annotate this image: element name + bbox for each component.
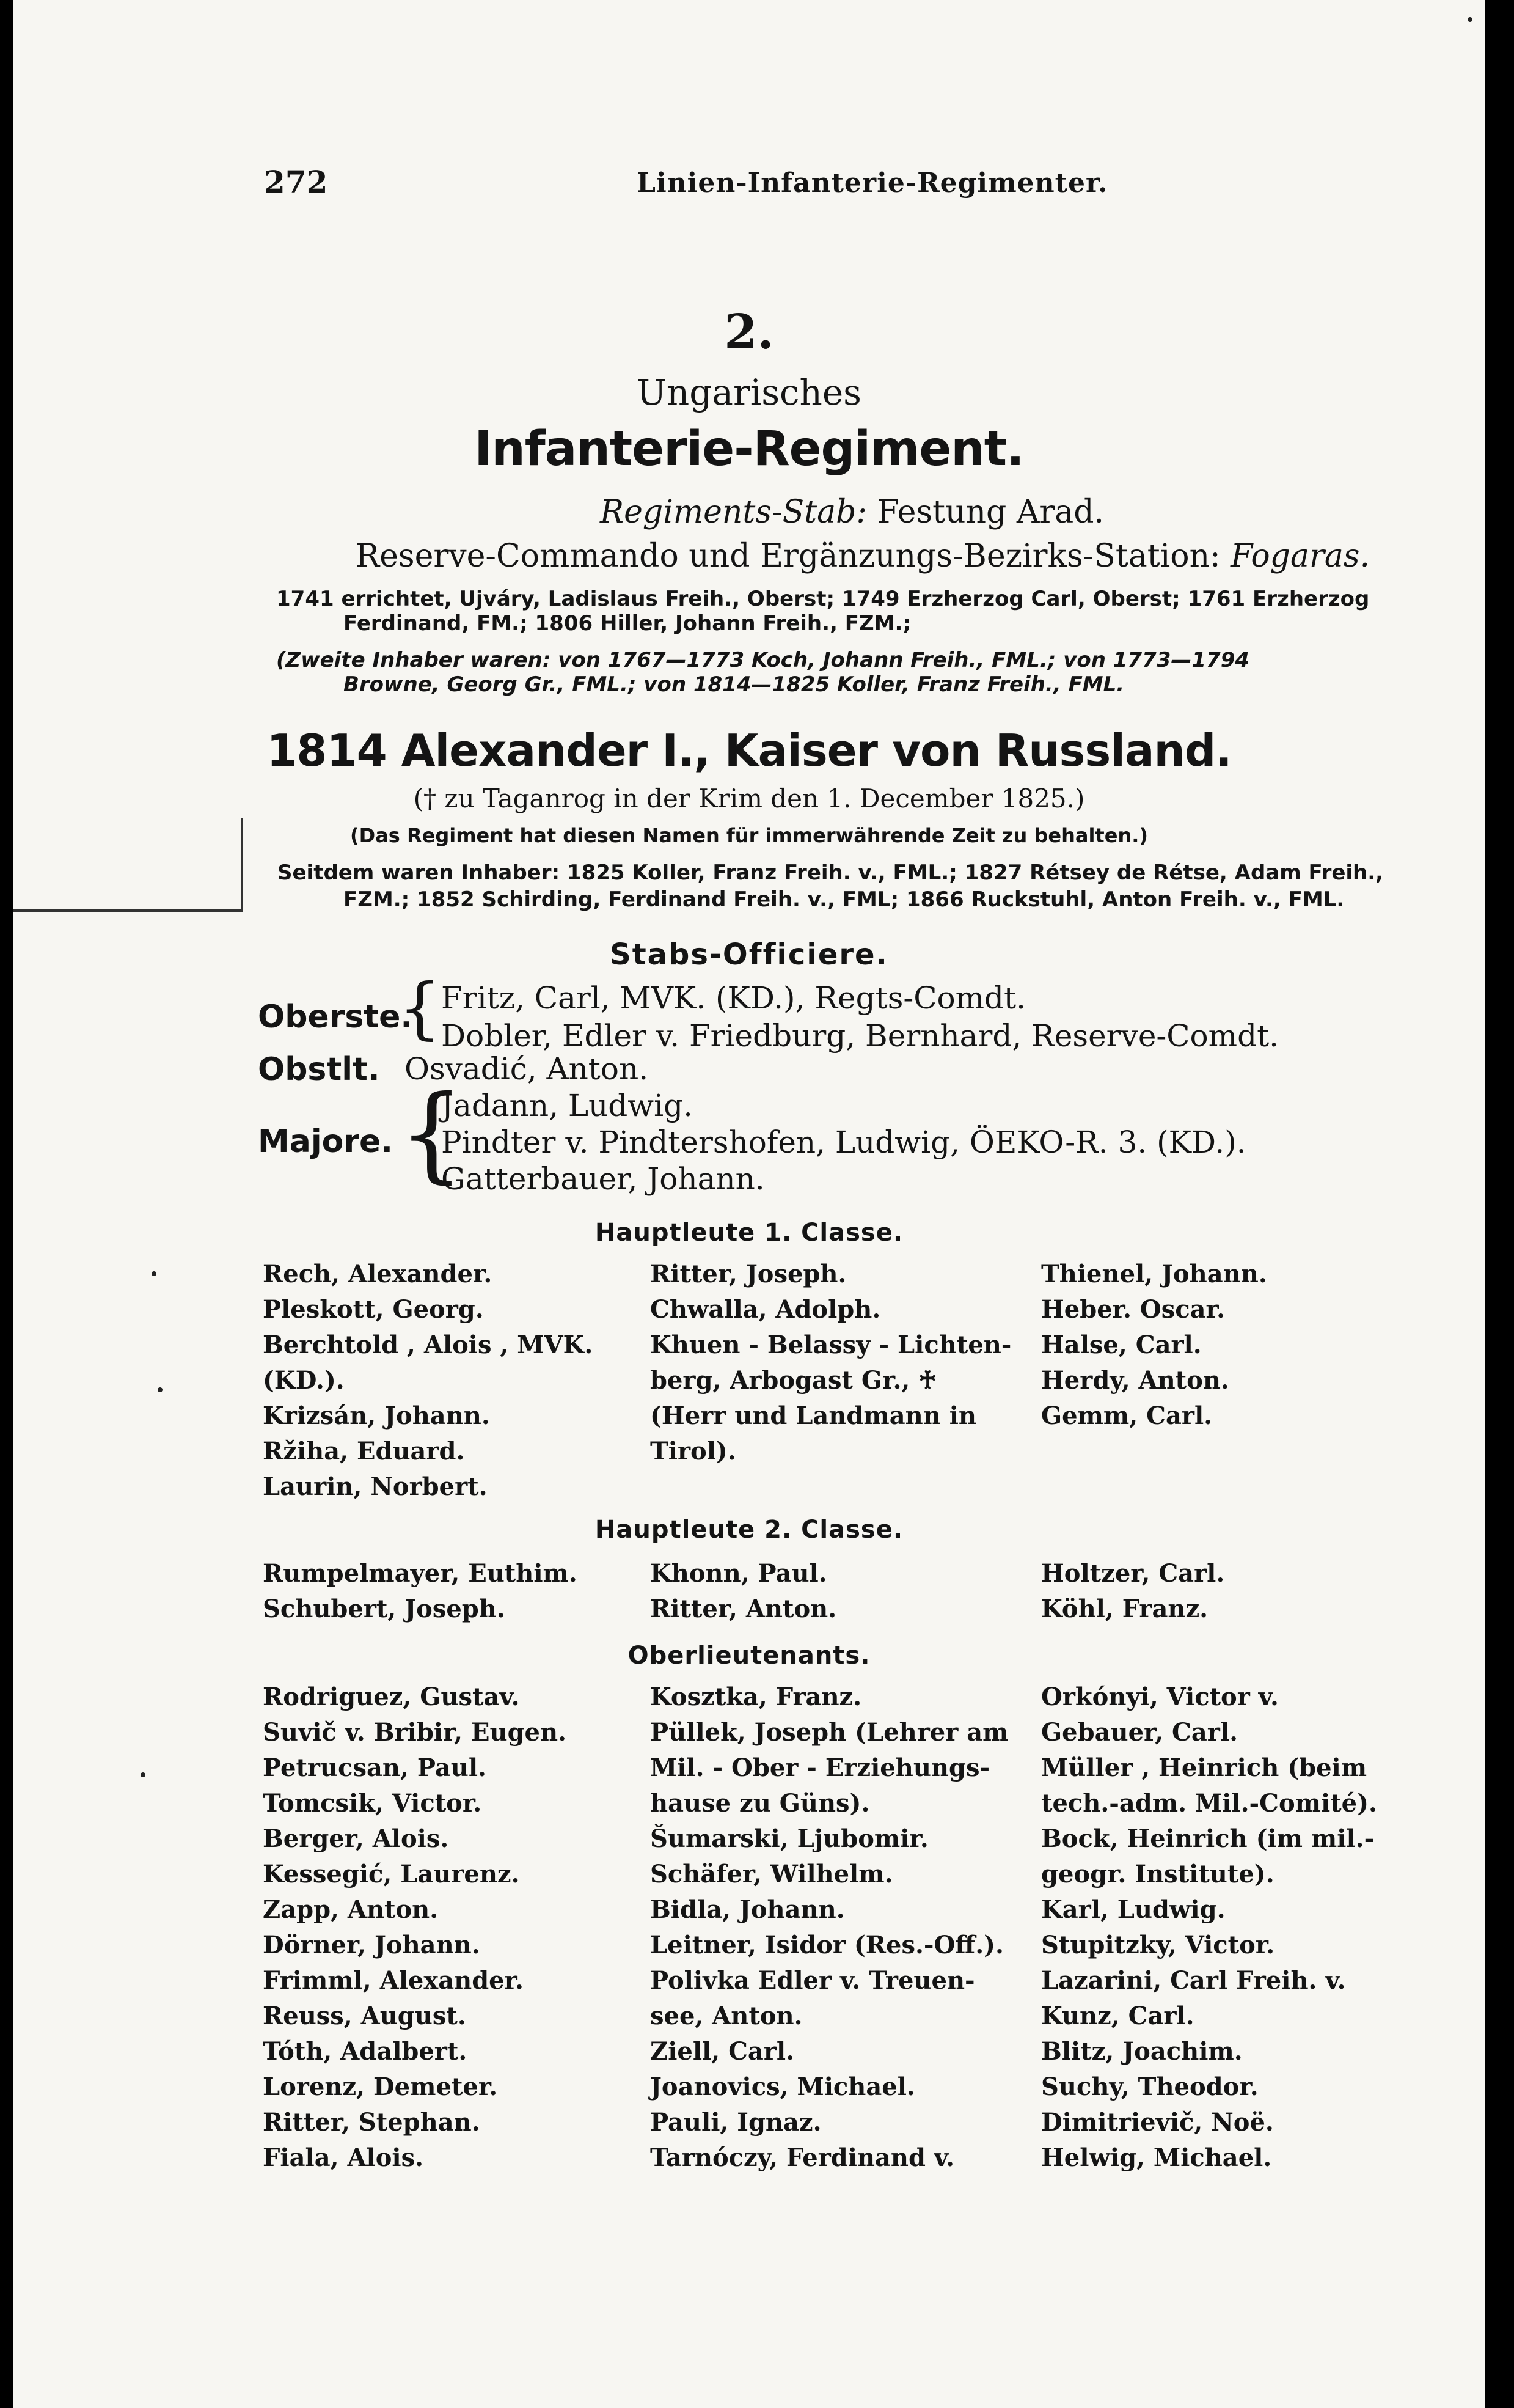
- oberlieutenants-col-b: [650, 1679, 1008, 2176]
- list-item: Khuen - Belassy - Lichten-: [650, 1331, 1012, 1359]
- hauptleute-2-col-c: [1041, 1556, 1224, 1627]
- oberlieutenants-col-c: [1041, 1679, 1377, 2176]
- list-item: Halse, Carl.: [1041, 1331, 1202, 1359]
- scan-speck: [158, 1387, 163, 1392]
- list-item: geogr. Institute).: [1041, 1860, 1274, 1889]
- reserve-line: [356, 538, 1370, 574]
- list-item: Gebauer, Carl.: [1041, 1718, 1238, 1747]
- list-item: Tomcsik, Victor.: [263, 1789, 482, 1818]
- list-item: Fiala, Alois.: [263, 2143, 424, 2172]
- list-item: Holtzer, Carl.: [1041, 1559, 1225, 1588]
- stab-label: Regiments-Stab:: [600, 494, 867, 530]
- major-entry: Gatterbauer, Johann.: [441, 1161, 765, 1197]
- stab-value: Festung Arad.: [877, 494, 1105, 530]
- oberlieutenants-heading: Oberlieutenants.: [627, 1642, 871, 1670]
- list-item: Laurin, Norbert.: [263, 1472, 488, 1501]
- list-item: Pleskott, Georg.: [263, 1295, 484, 1324]
- hauptleute-1-col-b: [650, 1257, 1011, 1469]
- list-item: Dörner, Johann.: [263, 1931, 480, 1959]
- history-line: Ferdinand, FM.; 1806 Hiller, Johann Freih., FZM.;: [343, 611, 912, 636]
- regiment-number: 2.: [724, 304, 774, 360]
- list-item: Heber. Oscar.: [1041, 1295, 1225, 1324]
- inhaber-title: 1814 Alexander I., Kaiser von Russland.: [266, 725, 1232, 776]
- list-item: Kessegić, Laurenz.: [263, 1860, 520, 1889]
- scan-speck: [141, 1772, 145, 1777]
- hauptleute-2-col-a: [263, 1556, 577, 1627]
- oberlieutenants-col-a: [263, 1679, 566, 2176]
- list-item: Schäfer, Wilhelm.: [650, 1860, 893, 1889]
- list-item: Chwalla, Adolph.: [650, 1295, 881, 1324]
- list-item: Stupitzky, Victor.: [1041, 1931, 1275, 1959]
- stabs-officiere-heading: Stabs-Officiere.: [610, 938, 888, 972]
- list-item: Krizsán, Johann.: [263, 1401, 490, 1430]
- list-item: Ritter, Joseph.: [650, 1260, 847, 1288]
- list-item: Reuss, August.: [263, 2002, 466, 2030]
- list-item: Thienel, Johann.: [1041, 1260, 1267, 1288]
- list-item: Suvič v. Bribir, Eugen.: [263, 1718, 567, 1747]
- regiment-title: Infanterie-Regiment.: [474, 422, 1024, 477]
- list-item: Ritter, Stephan.: [263, 2108, 480, 2137]
- list-item: Herdy, Anton.: [1041, 1366, 1229, 1395]
- reserve-label: Reserve-Commando und Ergänzungs-Bezirks-Station:: [356, 538, 1221, 574]
- list-item: Joanovics, Michael.: [650, 2072, 915, 2101]
- majore-label: Majore.: [258, 1123, 393, 1160]
- obstlt-label: Obstlt.: [258, 1051, 380, 1088]
- list-item: Berger, Alois.: [263, 1824, 449, 1853]
- list-item: Tóth, Adalbert.: [263, 2037, 467, 2066]
- death-note: († zu Taganrog in der Krim den 1. December 1825.): [413, 784, 1085, 813]
- list-item: Pauli, Ignaz.: [650, 2108, 822, 2137]
- list-item: Müller , Heinrich (beim: [1041, 1753, 1367, 1782]
- list-item: Petrucsan, Paul.: [263, 1753, 486, 1782]
- regiments-stab-line: [600, 494, 1104, 530]
- scan-speck: [152, 1271, 156, 1276]
- brace: {: [398, 969, 441, 1047]
- list-item: Lorenz, Demeter.: [263, 2072, 498, 2101]
- list-item: Khonn, Paul.: [650, 1559, 827, 1588]
- list-item: (KD.).: [263, 1366, 345, 1395]
- oberste-label: Oberste.: [258, 999, 413, 1035]
- list-item: Šumarski, Ljubomir.: [650, 1824, 929, 1853]
- hauptleute-2-heading: Hauptleute 2. Classe.: [594, 1516, 904, 1544]
- list-item: Köhl, Franz.: [1041, 1595, 1209, 1623]
- list-item: Püllek, Joseph (Lehrer am: [650, 1718, 1009, 1747]
- list-item: Orkónyi, Victor v.: [1041, 1683, 1279, 1711]
- second-owners-line: Browne, Georg Gr., FML.; von 1814—1825 Koller, Franz Freih., FML.: [343, 672, 1125, 697]
- since-owners-line: FZM.; 1852 Schirding, Ferdinand Freih. v., FML; 1866 Ruckstuhl, Anton Freih. v., FML.: [343, 887, 1345, 912]
- oberst-entry: Fritz, Carl, MVK. (KD.), Regts-Comdt.: [441, 980, 1026, 1016]
- list-item: Bock, Heinrich (im mil.-: [1041, 1824, 1375, 1853]
- list-item: Kosztka, Franz.: [650, 1683, 862, 1711]
- list-item: Tarnóczy, Ferdinand v.: [650, 2143, 955, 2172]
- list-item: Karl, Ludwig.: [1041, 1895, 1226, 1924]
- regiment-subtitle: Ungarisches: [637, 372, 861, 413]
- list-item: see, Anton.: [650, 2002, 803, 2030]
- list-item: (Herr und Landmann in: [650, 1401, 977, 1430]
- list-item: hause zu Güns).: [650, 1789, 870, 1818]
- list-item: Polivka Edler v. Treuen-: [650, 1966, 975, 1995]
- hauptleute-1-col-a: [263, 1257, 593, 1505]
- list-item: Dimitrievič, Noë.: [1041, 2108, 1274, 2137]
- hauptleute-1-col-c: [1041, 1257, 1267, 1434]
- list-item: Leitner, Isidor (Res.-Off.).: [650, 1931, 1004, 1959]
- obstlt-entry: Osvadić, Anton.: [404, 1051, 649, 1087]
- list-item: Gemm, Carl.: [1041, 1401, 1213, 1430]
- hauptleute-2-col-b: [650, 1556, 836, 1627]
- list-item: tech.-adm. Mil.-Comité).: [1041, 1789, 1377, 1818]
- list-item: Helwig, Michael.: [1041, 2143, 1272, 2172]
- page-number: 272: [264, 164, 328, 200]
- list-item: Frimml, Alexander.: [263, 1966, 524, 1995]
- list-item: Suchy, Theodor.: [1041, 2072, 1259, 2101]
- history-line: 1741 errichtet, Ujváry, Ladislaus Freih., Oberst; 1749 Erzherzog Carl, Oberst; 1761 Erzherzog: [276, 587, 1370, 611]
- oberst-entry: Dobler, Edler v. Friedburg, Bernhard, Reserve-Comdt.: [441, 1018, 1279, 1054]
- list-item: berg, Arbogast Gr., ♰: [650, 1366, 937, 1395]
- list-item: Rodriguez, Gustav.: [263, 1683, 520, 1711]
- list-item: Rech, Alexander.: [263, 1260, 492, 1288]
- since-owners-line: Seitdem waren Inhaber: 1825 Koller, Franz Freih. v., FML.; 1827 Rétsey de Rétse, Adam Freih.,: [277, 861, 1384, 885]
- list-item: Ziell, Carl.: [650, 2037, 795, 2066]
- major-entry: Pindter v. Pindtershofen, Ludwig, ÖEKO-R. 3. (KD.).: [441, 1125, 1246, 1160]
- name-note: (Das Regiment hat diesen Namen für immerwährende Zeit zu behalten.): [350, 824, 1148, 847]
- list-item: Kunz, Carl.: [1041, 2002, 1194, 2030]
- list-item: Ritter, Anton.: [650, 1595, 837, 1623]
- brace: {: [398, 1073, 465, 1194]
- running-header: [13, 164, 1485, 207]
- list-item: Lazarini, Carl Freih. v.: [1041, 1966, 1346, 1995]
- running-title: Linien-Infanterie-Regimenter.: [637, 167, 1108, 199]
- scan-speck: [1468, 17, 1472, 22]
- list-item: Schubert, Joseph.: [263, 1595, 505, 1623]
- list-item: Berchtold , Alois , MVK.: [263, 1331, 593, 1359]
- second-owners-line: (Zweite Inhaber waren: von 1767—1773 Koch, Johann Freih., FML.; von 1773—1794: [276, 648, 1250, 672]
- reserve-value: Fogaras.: [1231, 538, 1370, 574]
- list-item: Bidla, Johann.: [650, 1895, 845, 1924]
- document-page: [13, 0, 1485, 2408]
- list-item: Rumpelmayer, Euthim.: [263, 1559, 577, 1588]
- list-item: Blitz, Joachim.: [1041, 2037, 1243, 2066]
- list-item: Ržiha, Eduard.: [263, 1437, 465, 1466]
- list-item: Zapp, Anton.: [263, 1895, 439, 1924]
- hauptleute-1-heading: Hauptleute 1. Classe.: [594, 1219, 904, 1247]
- major-entry: Jadann, Ludwig.: [441, 1088, 693, 1123]
- list-item: Tirol).: [650, 1437, 736, 1466]
- list-item: Mil. - Ober - Erziehungs-: [650, 1753, 990, 1782]
